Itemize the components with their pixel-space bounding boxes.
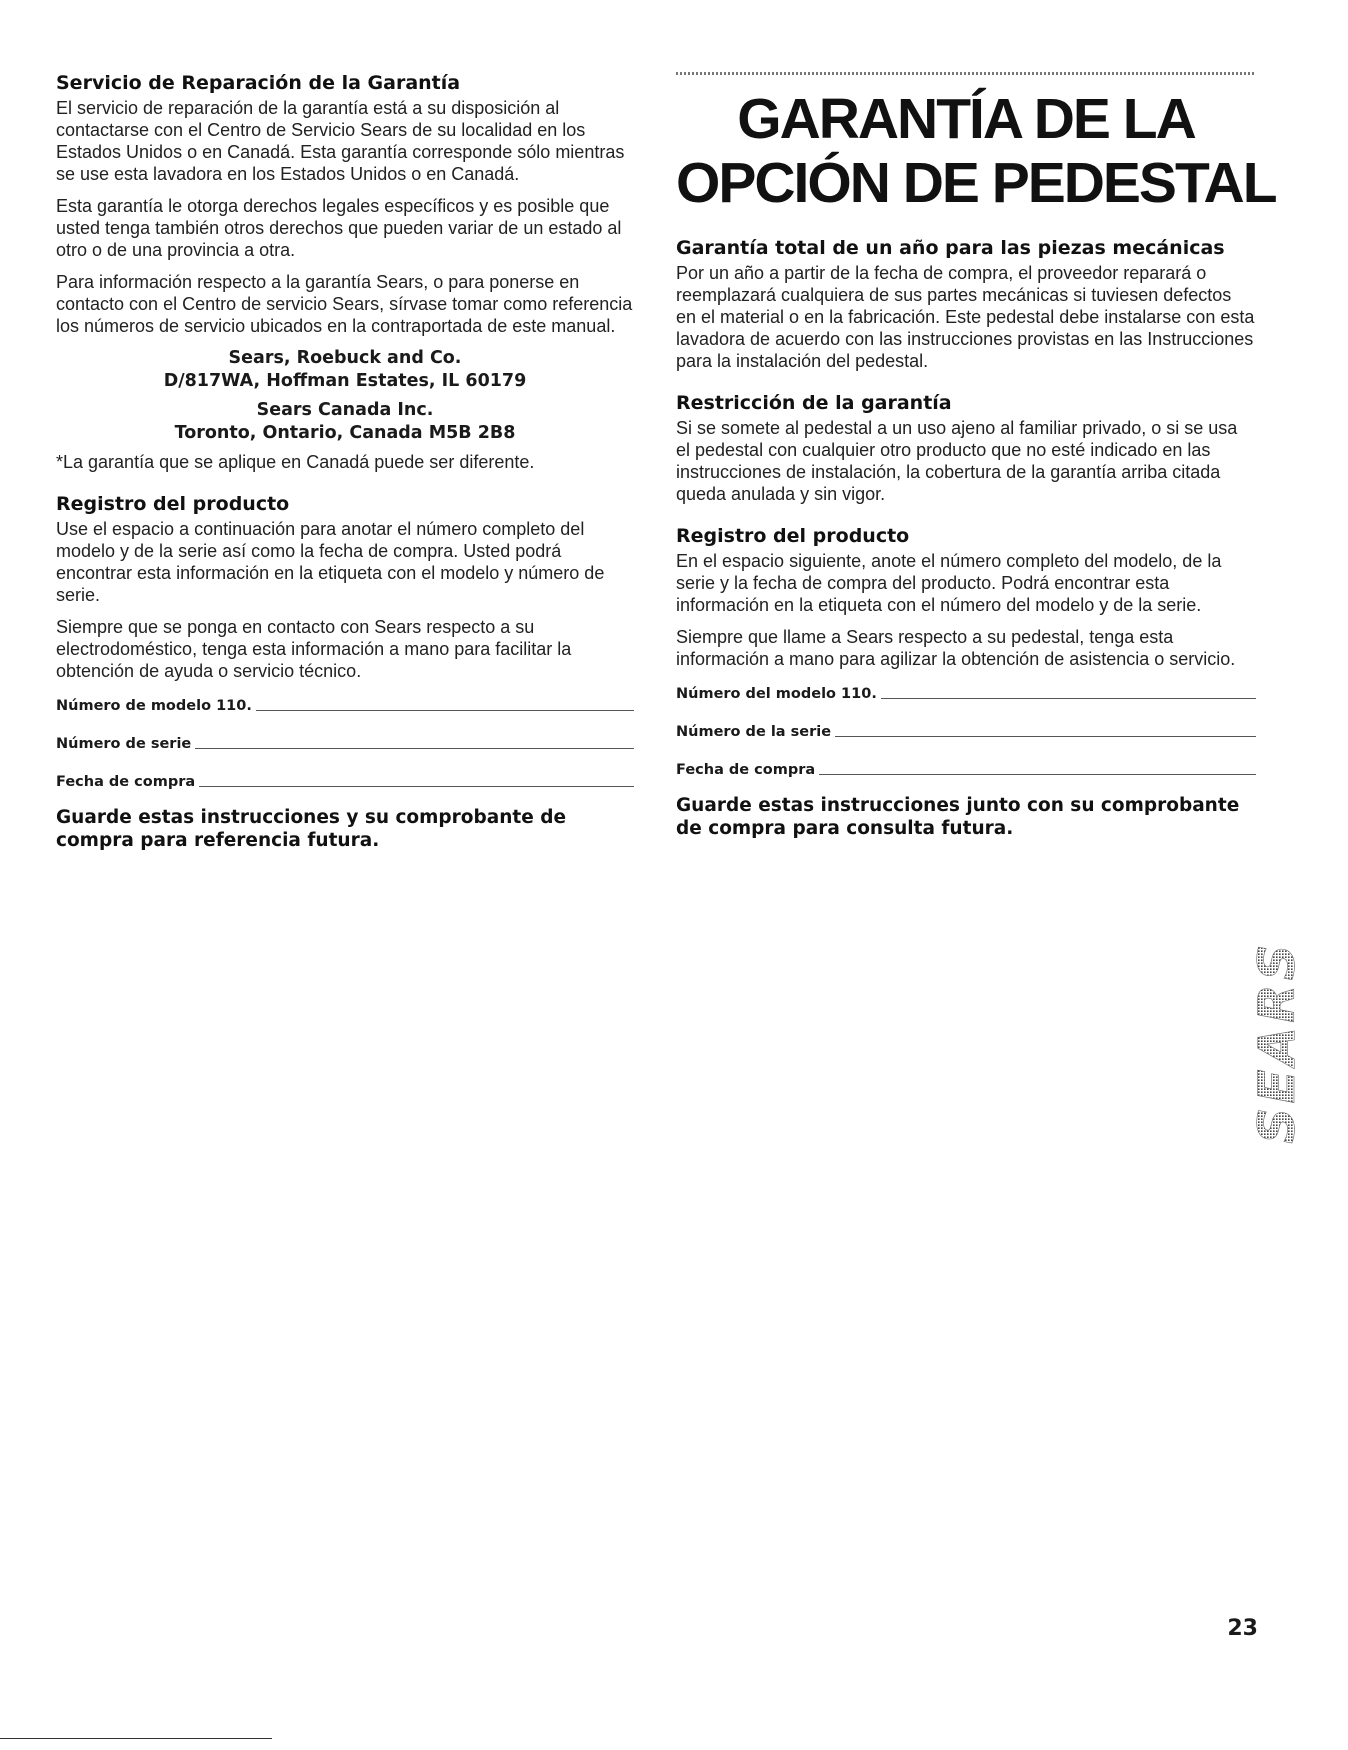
pedestal-registration-heading: Registro del producto <box>676 525 910 547</box>
pedestal-registration-paragraph-1: En el espacio siguiente, anote el número completo del modelo, de la serie y la fecha de compra del producto. Podrá encontrar esta información en la etiqueta con el número del modelo y de la serie. <box>676 551 1222 615</box>
serial-number-field[interactable] <box>56 730 634 752</box>
product-registration-section-left <box>56 493 634 852</box>
right-column <box>676 72 1276 840</box>
pedestal-purchase-date-label: Fecha de compra <box>676 762 816 778</box>
warranty-restriction-paragraph: Si se somete al pedestal a un uso ajeno al familiar privado, o si se usa el pedestal con cualquier otro producto que no esté indicado en las instrucciones de instalación, la cobertura de la garantía arriba citada queda anulada y sin vigor. <box>676 418 1238 504</box>
sears-canada-address <box>56 399 634 445</box>
sears-logo-text: SEARS <box>1248 940 1306 1144</box>
page-title-line-2: OPCIÓN DE PEDESTAL <box>676 151 1276 215</box>
page-title-line-1: GARANTÍA DE LA <box>737 87 1195 151</box>
pedestal-model-number-field[interactable] <box>676 680 1256 702</box>
serial-number-label: Número de serie <box>56 736 192 752</box>
left-column <box>56 72 634 852</box>
sears-us-address-line-2: D/817WA, Hoffman Estates, IL 60179 <box>163 371 527 391</box>
sears-us-address <box>56 347 634 393</box>
keep-instructions-note: Guarde estas instrucciones y su comprobante de compra para referencia futura. <box>56 807 567 851</box>
pedestal-purchase-date-blank[interactable] <box>819 774 1256 775</box>
canada-warranty-note: *La garantía que se aplique en Canadá puede ser diferente. <box>56 452 535 472</box>
pedestal-model-number-blank[interactable] <box>881 698 1256 699</box>
warranty-restriction-section <box>676 392 1256 505</box>
purchase-date-field[interactable] <box>56 768 634 790</box>
warranty-service-paragraph-1: El servicio de reparación de la garantía está a su disposición al contactarse con el Centro de Servicio Sears de su localidad en los Estados Unidos o en Canadá. Esta garantía corresponde sólo mientras se use esta lavadora en los Estados Unidos o en Canadá. <box>56 98 625 184</box>
model-number-blank[interactable] <box>256 710 634 711</box>
product-registration-paragraph-1: Use el espacio a continuación para anotar el número completo del modelo y de la serie así como la fecha de compra. Usted podrá encontrar esta información en la etiqueta con el modelo y número de serie. <box>56 519 605 605</box>
warranty-service-paragraph-2: Esta garantía le otorga derechos legales específicos y es posible que usted tenga también otros derechos que pueden variar de un estado al otro o de una provincia a otra. <box>56 196 622 260</box>
full-warranty-section <box>676 237 1256 372</box>
sears-canada-address-line-2: Toronto, Ontario, Canada M5B 2B8 <box>174 423 516 443</box>
product-registration-heading: Registro del producto <box>56 493 290 515</box>
page-title <box>676 87 1276 215</box>
product-registration-paragraph-2: Siempre que se ponga en contacto con Sears respecto a su electrodoméstico, tenga esta información a mano para facilitar la obtención de ayuda o servicio técnico. <box>56 617 572 681</box>
warranty-service-paragraph-3: Para información respecto a la garantía Sears, o para ponerse en contacto con el Centro de servicio Sears, sírvase tomar como referencia los números de servicio ubicados en la contraportada de este manual. <box>56 272 633 336</box>
title-top-rule <box>676 72 1256 75</box>
pedestal-serial-number-label: Número de la serie <box>676 724 832 740</box>
page-number: 23 <box>1227 1616 1258 1641</box>
bottom-rule <box>0 1738 272 1739</box>
warranty-service-heading: Servicio de Reparación de la Garantía <box>56 72 461 94</box>
pedestal-keep-instructions-note: Guarde estas instrucciones junto con su comprobante de compra para consulta futura. <box>676 795 1240 839</box>
purchase-date-blank[interactable] <box>199 786 634 787</box>
product-registration-section-right <box>676 525 1256 840</box>
model-number-label: Número de modelo 110. <box>56 698 252 714</box>
pedestal-serial-number-blank[interactable] <box>835 736 1256 737</box>
pedestal-registration-paragraph-2: Siempre que llame a Sears respecto a su pedestal, tenga esta información a mano para agilizar la obtención de asistencia o servicio. <box>676 627 1236 669</box>
full-warranty-heading: Garantía total de un año para las piezas mecánicas <box>676 237 1225 259</box>
serial-number-blank[interactable] <box>195 748 634 749</box>
pedestal-model-number-label: Número del modelo 110. <box>676 686 877 702</box>
purchase-date-label: Fecha de compra <box>56 774 196 790</box>
warranty-service-section <box>56 72 634 473</box>
sears-vertical-logo-icon <box>1248 910 1306 1175</box>
full-warranty-paragraph: Por un año a partir de la fecha de compra, el proveedor reparará o reemplazará cualquiera de sus partes mecánicas si tuviesen defectos en el material o en la fabricación. Este pedestal debe instalarse con esta lavadora de acuerdo con las instrucciones provistas en las Instrucciones para la instalación del pedestal. <box>676 263 1255 371</box>
warranty-restriction-heading: Restricción de la garantía <box>676 392 952 414</box>
sears-us-address-line-1: Sears, Roebuck and Co. <box>228 348 462 368</box>
sears-canada-address-line-1: Sears Canada Inc. <box>256 400 434 420</box>
pedestal-purchase-date-field[interactable] <box>676 756 1256 778</box>
pedestal-serial-number-field[interactable] <box>676 718 1256 740</box>
model-number-field[interactable] <box>56 692 634 714</box>
